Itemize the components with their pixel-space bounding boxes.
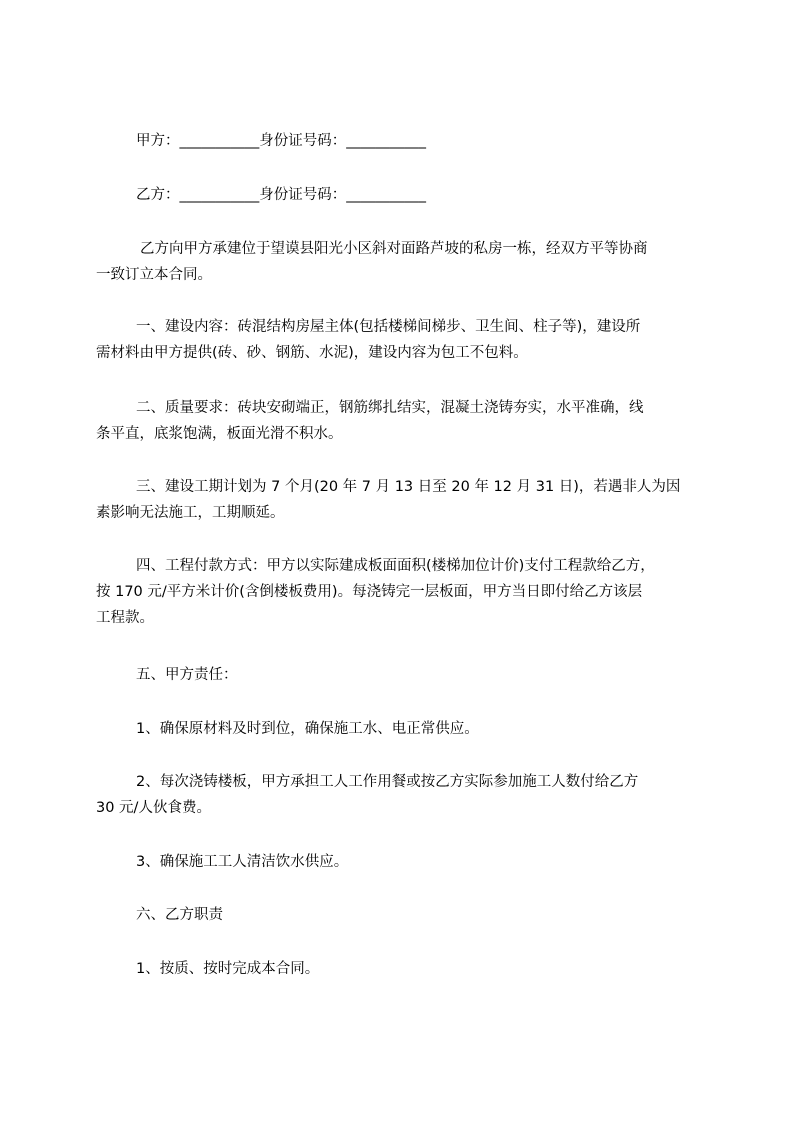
clause-4-paragraph	[96, 553, 703, 631]
party-b-text: 乙方：___________身份证号码：___________	[136, 187, 426, 203]
section-6-item-1-text: 1、按质、按时完成本合同。	[136, 961, 320, 977]
party-a-text: 甲方：___________身份证号码：___________	[136, 133, 426, 149]
section-6-item-1	[96, 956, 703, 982]
clause-3-paragraph	[96, 474, 703, 526]
section-5-title: 五、甲方责任：	[136, 667, 238, 683]
section-5-heading	[96, 662, 703, 688]
clause-4-line-1: 四、工程付款方式：甲方以实际建成板面面积(楼梯加位计价)支付工程款给乙方，	[136, 558, 655, 574]
section-6-title: 六、乙方职责	[136, 907, 223, 923]
clause-1-line-1: 一、建设内容：砖混结构房屋主体(包括楼梯间梯步、卫生间、柱子等)，建设所	[136, 319, 641, 335]
clause-2-line-1: 二、质量要求：砖块安砌端正，钢筋绑扎结实，混凝土浇铸夯实，水平准确，线	[136, 400, 644, 416]
intro-line-2: 一致订立本合同。	[96, 267, 212, 283]
clause-4-line-2: 按 170 元/平方米计价(含倒楼板费用)。每浇铸完一层板面，甲方当日即付给乙方该层	[96, 584, 643, 600]
clause-2-paragraph	[96, 395, 703, 447]
clause-3-line-2: 素影响无法施工，工期顺延。	[96, 505, 285, 521]
party-b-line	[136, 182, 743, 208]
intro-line-1: 乙方向甲方承建位于望谟县阳光小区斜对面路芦坡的私房一栋，经双方平等协商	[140, 241, 648, 257]
party-a-line	[136, 128, 743, 154]
section-5-item-2	[96, 769, 703, 821]
clause-1-paragraph	[96, 314, 703, 366]
section-5-item-3-text: 3、确保施工工人清洁饮水供应。	[136, 854, 349, 870]
section-6-heading	[96, 902, 703, 928]
section-5-item-2-line-1: 2、每次浇铸楼板，甲方承担工人工作用餐或按乙方实际参加施工人数付给乙方	[136, 774, 639, 790]
section-5-item-3	[96, 849, 703, 875]
section-5-item-1-text: 1、确保原材料及时到位，确保施工水、电正常供应。	[136, 721, 479, 737]
intro-paragraph	[96, 236, 703, 288]
clause-4-line-3: 工程款。	[96, 610, 154, 626]
section-5-item-2-line-2: 30 元/人伙食费。	[96, 800, 211, 816]
clause-1-line-2: 需材料由甲方提供(砖、砂、钢筋、水泥)，建设内容为包工不包料。	[96, 345, 528, 361]
section-5-item-1	[96, 716, 703, 742]
clause-3-line-1: 三、建设工期计划为 7 个月(20 年 7 月 13 日至 20 年 12 月 31 日)，若遇非人为因	[136, 479, 681, 495]
clause-2-line-2: 条平直，底浆饱满，板面光滑不积水。	[96, 426, 343, 442]
